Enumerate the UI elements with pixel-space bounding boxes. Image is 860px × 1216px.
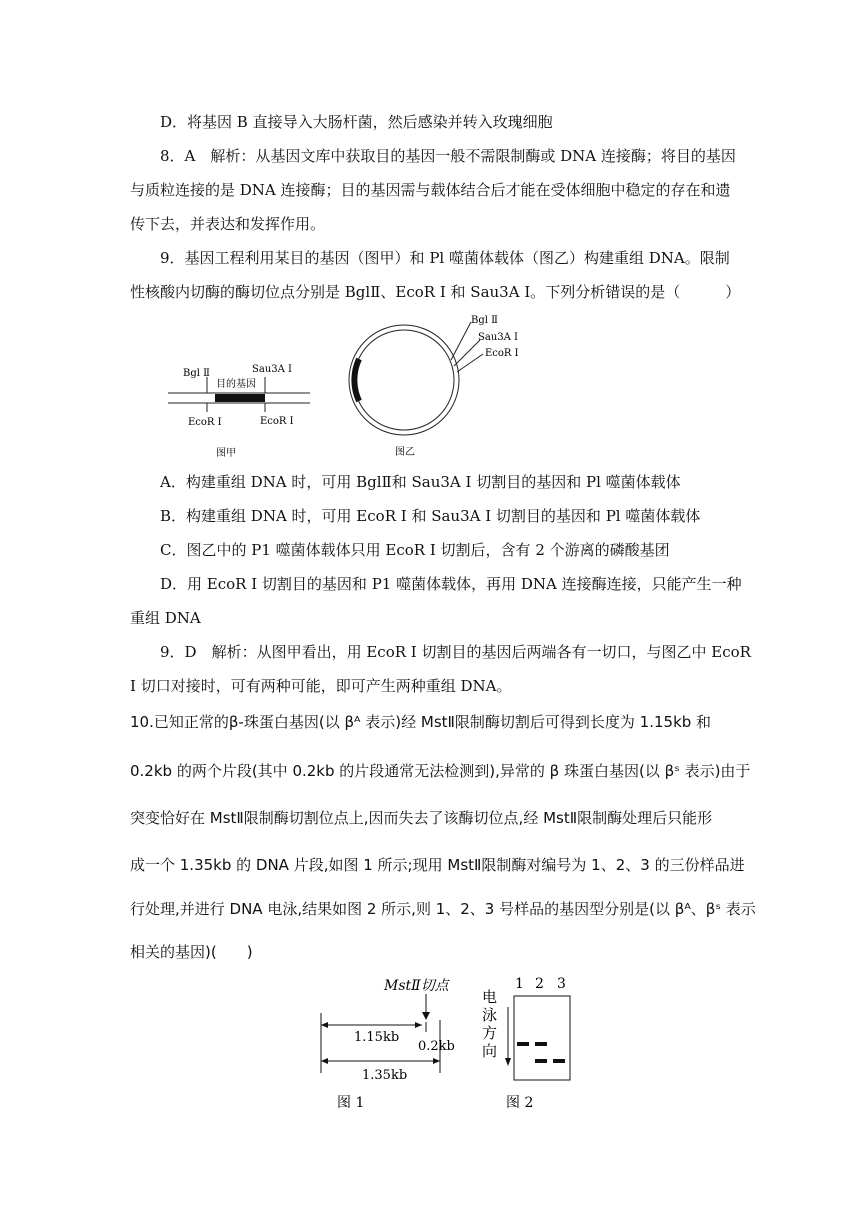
figure-jia [160, 310, 320, 460]
answer-8-line3: 传下去，并表达和发挥作用。 [130, 215, 326, 233]
fig2-caption: 图 2 [506, 1095, 534, 1111]
question-10-line2: 0.2kb 的两个片段(其中 0.2kb 的片段通常无法检测到),异常的 β 珠蛋白基因(以 βˢ 表示)由于 [130, 762, 751, 780]
fig1-total-label: 1.35kb [362, 1068, 408, 1083]
figure-yi [340, 310, 530, 460]
fig1-cut-label: MstⅡ切点 [384, 978, 449, 994]
gel-band-lane3-3 [553, 1059, 565, 1063]
question-10-line1: 10.已知正常的β-珠蛋白基因(以 βᴬ 表示)经 MstⅡ限制酶切割后可得到长度为 1.15kb 和 [130, 713, 712, 731]
option-d-line1: D．用 EcoR I 切割目的基因和 P1 噬菌体载体，再用 DNA 连接酶连接，只能产生一种 [160, 575, 742, 593]
fig2-dir-2: 泳 [482, 1006, 498, 1024]
gel-band-lane2-1 [535, 1042, 547, 1046]
jia-ecor-left-label: EcoR Ⅰ [188, 417, 222, 428]
question-10-line6: 相关的基因)( ) [130, 943, 253, 961]
yi-sau-label: Sau3A Ⅰ [478, 332, 518, 343]
fig2-lane2: 2 [535, 976, 544, 992]
answer-9-line1: 9．D 解析：从图甲看出，用 EcoR I 切割目的基因后两端各有一切口，与图乙中 EcoR [160, 643, 751, 661]
fig1-seg1-label: 1.15kb [354, 1030, 400, 1045]
answer-8-line1: 8．A 解析：从基因文库中获取目的基因一般不需限制酶或 DNA 连接酶；将目的基因 [160, 147, 736, 165]
question-9-line1: 9．基因工程利用某目的基因（图甲）和 Pl 噬菌体载体（图乙）构建重组 DNA。限制 [160, 249, 730, 267]
jia-sau-label: Sau3A Ⅰ [252, 364, 292, 375]
fig2-lane1: 1 [515, 976, 524, 992]
option-d-line: D．将基因 B 直接导入大肠杆菌，然后感染并转入玫瑰细胞 [160, 113, 553, 131]
fig1-caption: 图 1 [337, 1095, 365, 1111]
fig2-lane3: 3 [557, 976, 566, 992]
option-b: B．构建重组 DNA 时，可用 EcoR I 和 Sau3A I 切割目的基因和 Pl 噬菌体载体 [160, 507, 701, 525]
question-10-line3: 突变恰好在 MstⅡ限制酶切割位点上,因而失去了该酶切位点,经 MstⅡ限制酶处理后只能形 [130, 809, 713, 827]
gel-band-lane1-0 [517, 1042, 529, 1046]
jia-gene-label: 目的基因 [216, 379, 256, 390]
question-10-line4: 成一个 1.35kb 的 DNA 片段,如图 1 所示;现用 MstⅡ限制酶对编号为 1、2、3 的三份样品进 [130, 856, 745, 874]
yi-bgl-label: Bgl Ⅱ [471, 315, 498, 326]
fig2-dir-1: 电 [482, 988, 498, 1006]
jia-bgl-label: Bgl Ⅱ [183, 368, 210, 379]
figure-2 [478, 972, 588, 1112]
yi-ecor-label: EcoR Ⅰ [485, 348, 519, 359]
fig2-dir-3: 方 [482, 1024, 498, 1042]
option-c: C．图乙中的 P1 噬菌体载体只用 EcoR I 切割后，含有 2 个游离的磷酸基团 [160, 541, 670, 559]
jia-caption: 图甲 [216, 448, 236, 459]
question-9-line2: 性核酸内切酶的酶切位点分别是 BglⅡ、EcoR I 和 Sau3A I。下列分析错误的是（ ） [130, 283, 741, 301]
gel-frame [514, 996, 570, 1080]
jia-ecor-right-label: EcoR Ⅰ [260, 416, 294, 427]
yi-caption: 图乙 [395, 447, 415, 458]
figure-1 [310, 972, 480, 1112]
gel-band-lane2-2 [535, 1059, 547, 1063]
option-d-line2: 重组 DNA [130, 609, 201, 627]
option-a: A．构建重组 DNA 时，可用 BglⅡ和 Sau3A I 切割目的基因和 Pl 噬菌体载体 [160, 473, 681, 491]
answer-9-line2: I 切口对接时，可有两种可能，即可产生两种重组 DNA。 [130, 677, 512, 695]
fig1-seg2-label: 0.2kb [418, 1039, 455, 1054]
question-10-line5: 行处理,并进行 DNA 电泳,结果如图 2 所示,则 1、2、3 号样品的基因型分别是(以 βᴬ、βˢ 表示 [130, 900, 756, 918]
fig2-dir-4: 向 [482, 1042, 498, 1060]
answer-8-line2: 与质粒连接的是 DNA 连接酶；目的基因需与载体结合后才能在受体细胞中稳定的存在和遗 [130, 181, 731, 199]
